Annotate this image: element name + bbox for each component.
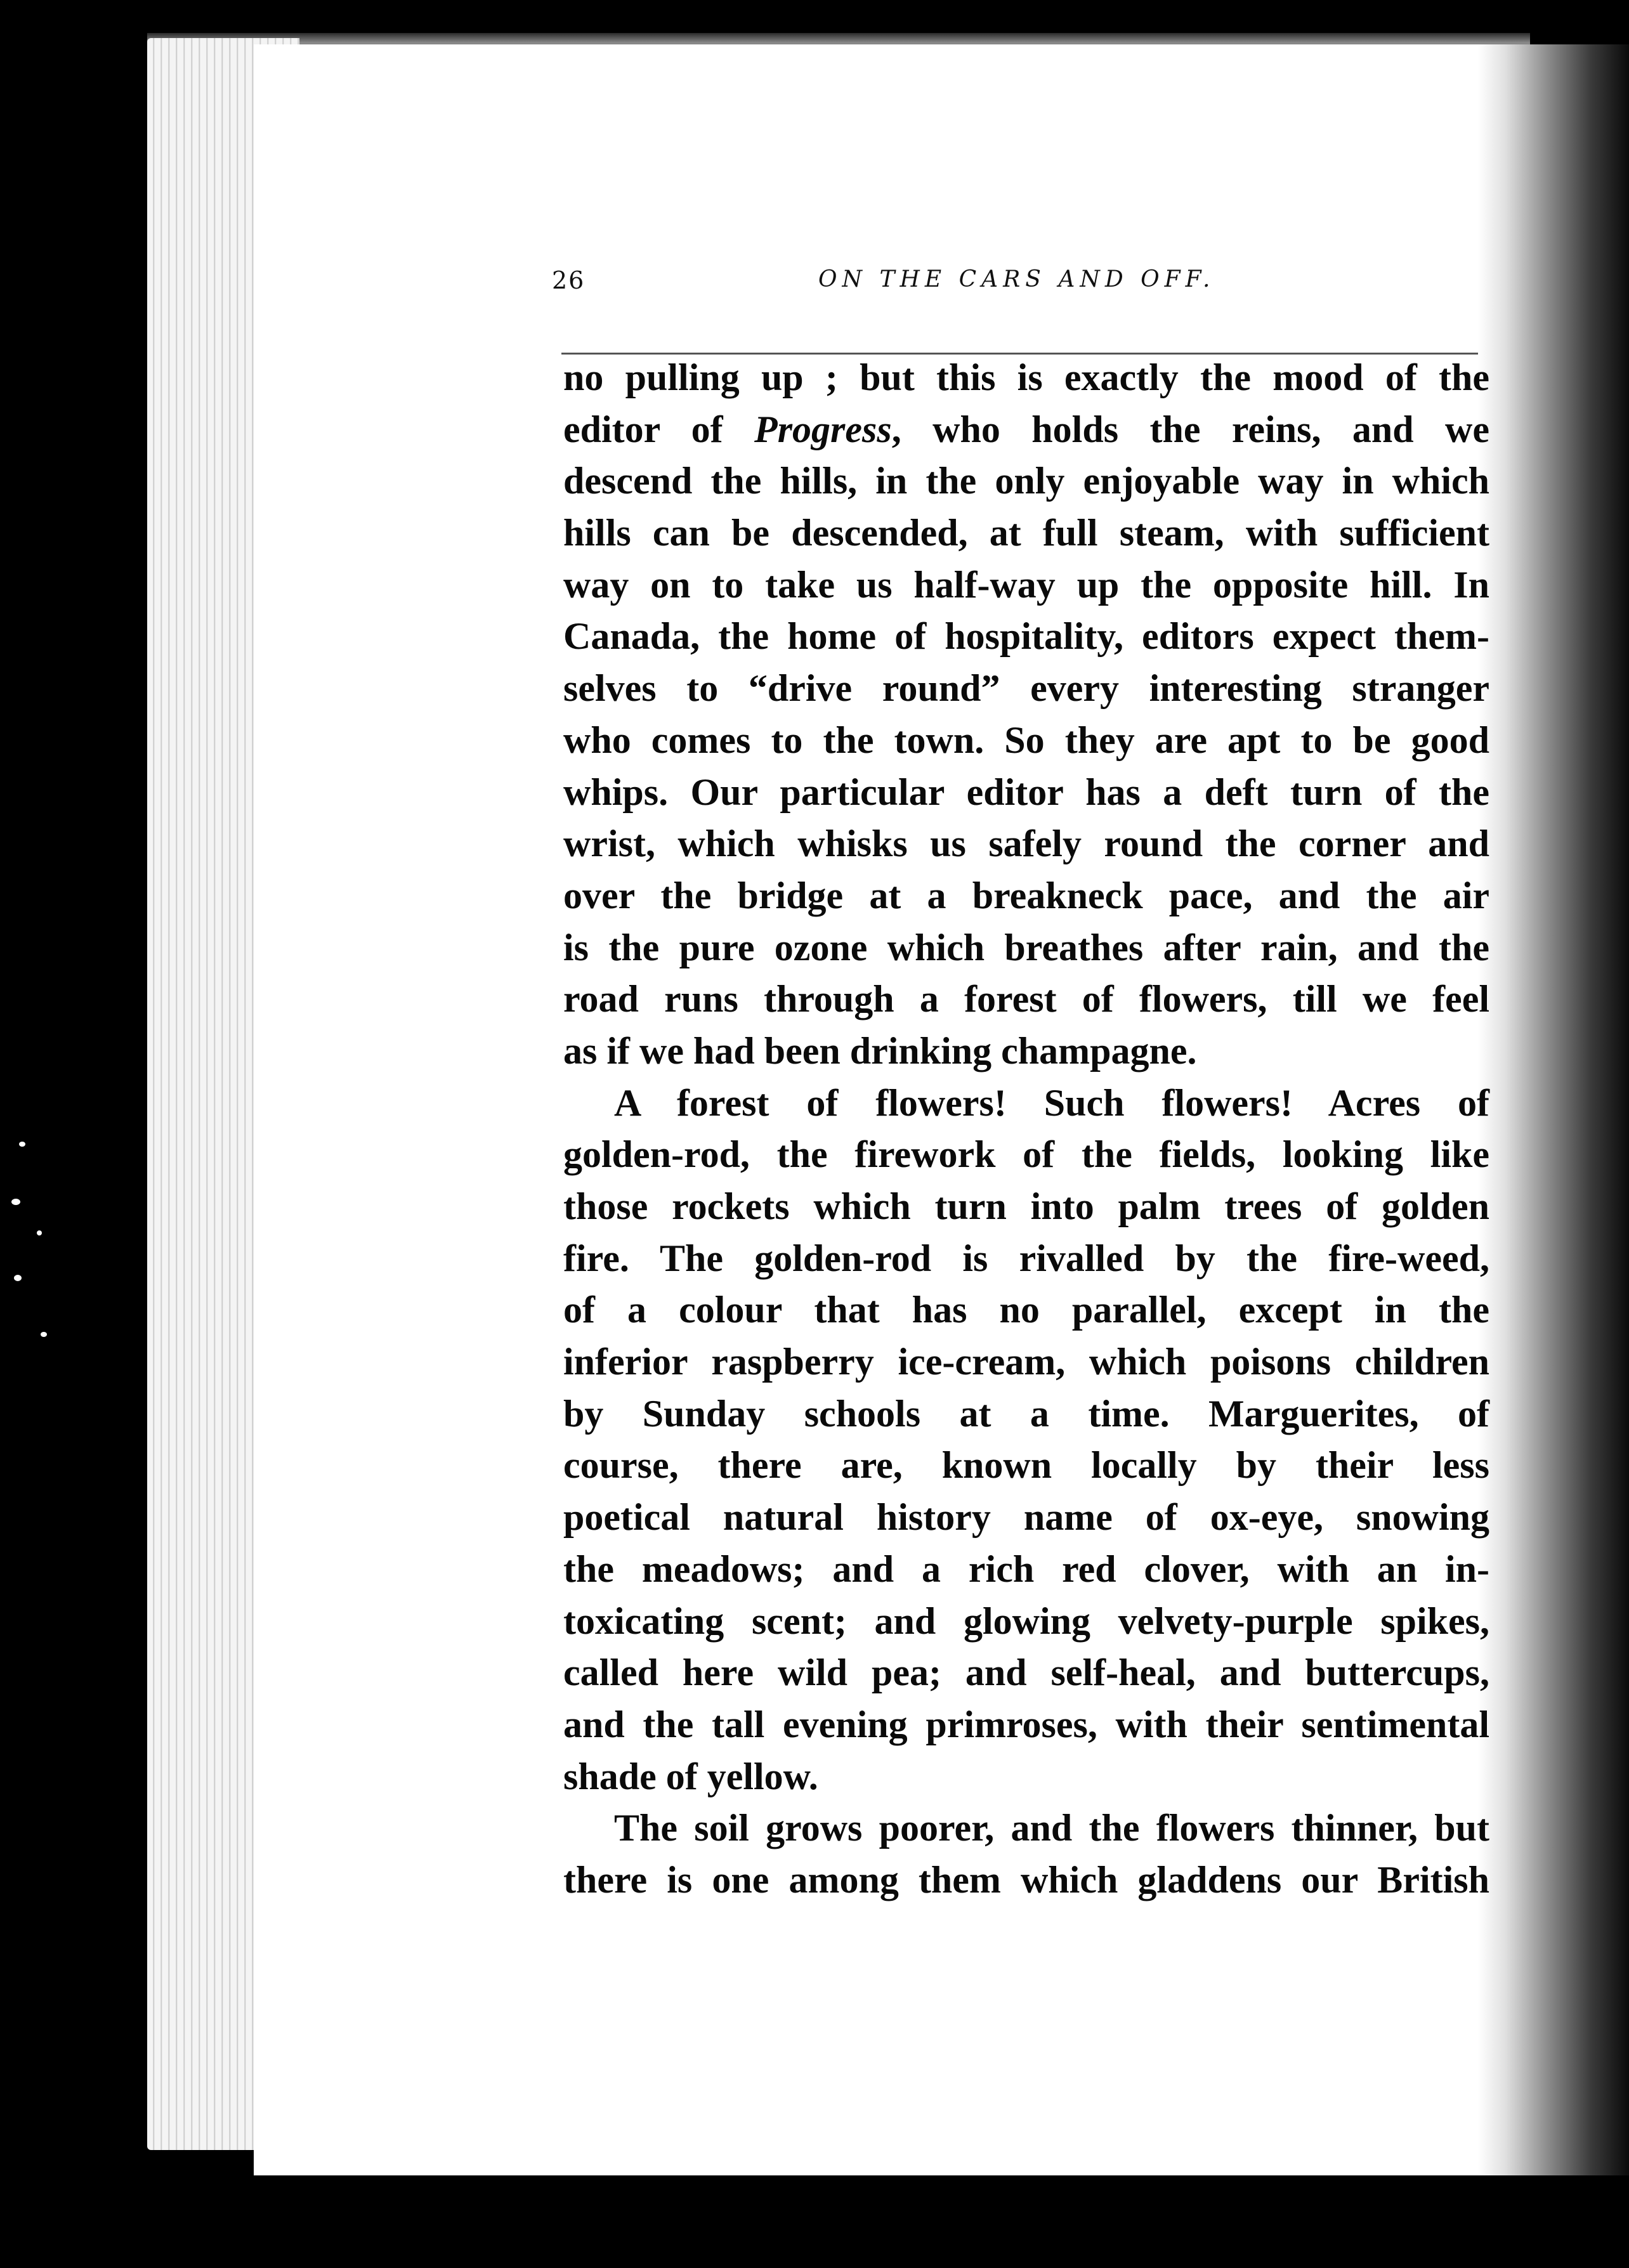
text-segment: course, there are, known locally by their less bbox=[563, 1444, 1489, 1487]
text-segment: , who holds the reins, and we bbox=[891, 408, 1490, 450]
text-line bbox=[563, 1129, 1489, 1181]
text-line bbox=[563, 663, 1489, 715]
text-line bbox=[563, 559, 1489, 611]
text-line bbox=[563, 1802, 1489, 1854]
text-line bbox=[563, 507, 1489, 559]
text-segment: Canada, the home of hospitality, editors expect them- bbox=[563, 615, 1489, 658]
text-line bbox=[563, 818, 1489, 870]
text-line bbox=[563, 1233, 1489, 1285]
text-line bbox=[563, 1078, 1489, 1130]
text-line bbox=[563, 1492, 1489, 1544]
text-segment: fire. The golden-rod is rivalled by the fire-weed, bbox=[563, 1237, 1489, 1279]
text-segment: the meadows; and a rich red clover, with an in- bbox=[563, 1548, 1489, 1590]
text-segment: and the tall evening primroses, with their sentimental bbox=[563, 1703, 1489, 1745]
text-line bbox=[563, 922, 1489, 974]
text-line bbox=[563, 1388, 1489, 1440]
text-line bbox=[563, 1647, 1489, 1699]
text-line bbox=[563, 1751, 1489, 1803]
text-line bbox=[563, 1854, 1489, 1906]
text-line bbox=[563, 1284, 1489, 1336]
text-segment: of a colour that has no parallel, except in the bbox=[563, 1289, 1489, 1331]
text-segment: shade of yellow. bbox=[563, 1755, 818, 1797]
text-line bbox=[563, 611, 1489, 663]
text-segment: inferior raspberry ice-cream, which poisons children bbox=[563, 1341, 1489, 1383]
text-segment: is the pure ozone which breathes after rain, and the bbox=[563, 926, 1489, 968]
text-line bbox=[563, 404, 1489, 456]
text-line bbox=[563, 1544, 1489, 1596]
text-segment: who comes to the town. So they are apt to be good bbox=[563, 719, 1489, 761]
text-segment: no pulling up ; but this is exactly the mood of the bbox=[563, 356, 1489, 398]
running-head: ON THE CARS AND OFF. bbox=[818, 266, 1215, 292]
text-line bbox=[563, 715, 1489, 767]
text-segment: Progress bbox=[754, 408, 892, 450]
text-line bbox=[563, 1336, 1489, 1388]
text-line bbox=[563, 767, 1489, 819]
text-line bbox=[563, 352, 1489, 404]
text-segment: The soil grows poorer, and the flowers thinner, but bbox=[614, 1807, 1489, 1849]
text-segment: wrist, which whisks us safely round the corner and bbox=[563, 823, 1489, 865]
text-line bbox=[563, 1181, 1489, 1233]
text-segment: toxicating scent; and glowing velvety-purple spikes, bbox=[563, 1600, 1489, 1642]
page-header bbox=[552, 266, 1237, 311]
text-segment: road runs through a forest of flowers, till we feel bbox=[563, 978, 1489, 1020]
text-segment: editor of bbox=[563, 408, 755, 450]
text-line bbox=[563, 974, 1489, 1026]
text-line bbox=[563, 1440, 1489, 1492]
text-line bbox=[563, 1596, 1489, 1648]
text-segment: whips. Our particular editor has a deft turn of the bbox=[563, 771, 1489, 813]
scan-specks bbox=[0, 1142, 76, 1459]
text-line bbox=[563, 455, 1489, 507]
text-line bbox=[563, 1699, 1489, 1751]
text-segment: selves to “drive round” every interesting stranger bbox=[563, 667, 1489, 710]
text-segment: by Sunday schools at a time. Marguerites, of bbox=[563, 1392, 1489, 1435]
text-line bbox=[563, 870, 1489, 922]
text-line bbox=[563, 1026, 1489, 1078]
text-segment: golden-rod, the firework of the fields, looking like bbox=[563, 1133, 1489, 1176]
text-segment: there is one among them which gladdens our British bbox=[563, 1858, 1489, 1901]
text-segment: as if we had been drinking champagne. bbox=[563, 1029, 1197, 1072]
body-text bbox=[563, 352, 1489, 1906]
text-segment: over the bridge at a breakneck pace, and the air bbox=[563, 874, 1489, 916]
text-segment: way on to take us half-way up the opposite hill. In bbox=[563, 563, 1489, 606]
text-segment: A forest of flowers! Such flowers! Acres of bbox=[614, 1081, 1489, 1124]
text-segment: descend the hills, in the only enjoyable way in which bbox=[563, 460, 1489, 502]
text-segment: called here wild pea; and self-heal, and buttercups, bbox=[563, 1652, 1489, 1694]
text-segment: those rockets which turn into palm trees of golden bbox=[563, 1185, 1489, 1227]
text-segment: poetical natural history name of ox-eye, snowing bbox=[563, 1496, 1489, 1539]
page-number: 26 bbox=[552, 266, 586, 294]
spine-gutter-shadow bbox=[1478, 44, 1629, 2175]
text-segment: hills can be descended, at full steam, with sufficient bbox=[563, 512, 1489, 554]
